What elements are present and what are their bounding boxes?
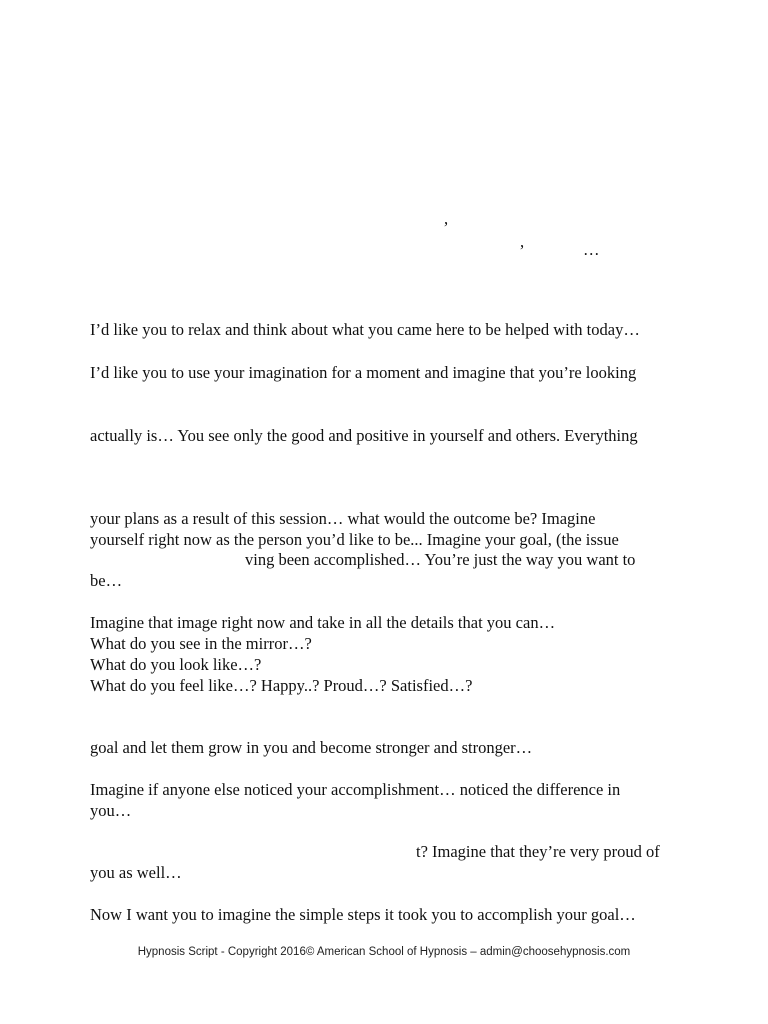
paragraph-image-line: What do you look like…? — [90, 655, 262, 674]
paragraph-actually: actually is… You see only the good and positive in yourself and others. Everything — [90, 426, 638, 445]
paragraph-image-line: What do you feel like…? Happy..? Proud…? Satisfied…? — [90, 676, 473, 695]
page-footer: Hypnosis Script - Copyright 2016© American School of Hypnosis – admin@choosehypnosis.com — [137, 946, 631, 958]
paragraph-steps: Now I want you to imagine the simple steps it took you to accomplish your goal… — [90, 905, 636, 924]
paragraph-image-line: What do you see in the mirror…? — [90, 634, 312, 653]
paragraph-plans-line: ving been accomplished… You’re just the way you want to — [245, 550, 636, 569]
paragraph-image-line: Imagine that image right now and take in all the details that you can… — [90, 613, 556, 632]
paragraph-goal: goal and let them grow in you and become stronger and stronger… — [90, 738, 533, 757]
paragraph-proud-line: t? Imagine that they’re very proud of — [416, 842, 660, 861]
paragraph-plans-line: yourself right now as the person you’d like to be... Imagine your goal, (the issue — [90, 530, 619, 549]
paragraph-proud-line: you as well… — [90, 863, 182, 882]
paragraph-plans-line: be… — [90, 571, 123, 590]
stray-comma: , — [520, 232, 525, 251]
stray-ellipsis: … — [583, 240, 600, 259]
paragraph-imagination: I’d like you to use your imagination for a moment and imagine that you’re looking — [90, 363, 637, 382]
stray-comma: , — [444, 209, 449, 228]
paragraph-noticed-line: you… — [90, 801, 132, 820]
paragraph-relax: I’d like you to relax and think about what you came here to be helped with today… — [90, 320, 640, 339]
paragraph-plans-line: your plans as a result of this session… what would the outcome be? Imagine — [90, 509, 596, 528]
paragraph-noticed-line: Imagine if anyone else noticed your accomplishment… noticed the difference in — [90, 780, 621, 799]
